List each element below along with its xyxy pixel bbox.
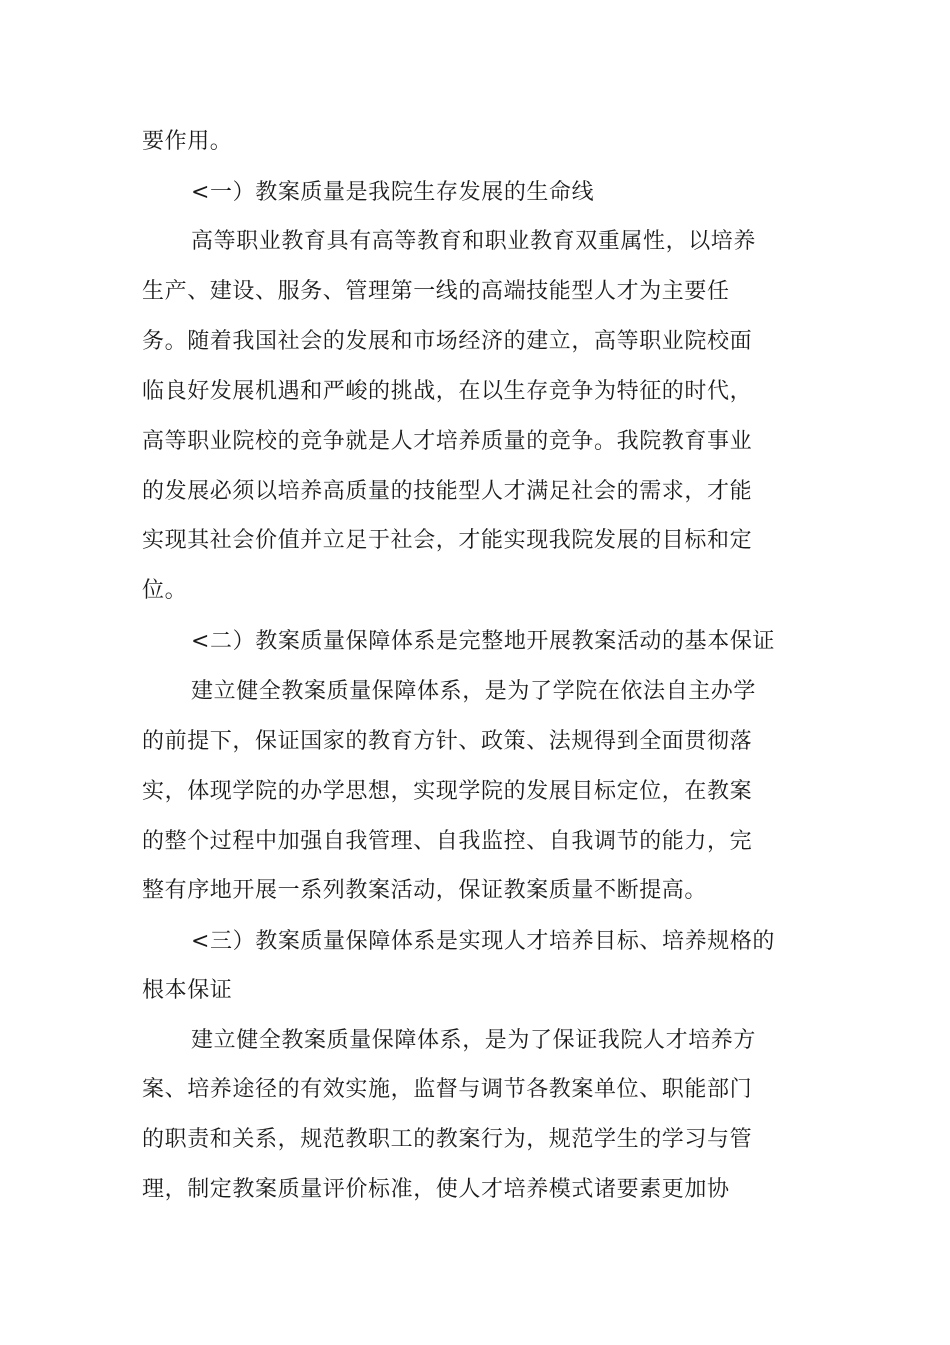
text-line: 的职责和关系，规范教职工的教案行为，规范学生的学习与管 [142, 1127, 753, 1152]
text-line: 整有序地开展一系列教案活动，保证教案质量不断提高。 [142, 878, 708, 903]
text-line: 案、培养途径的有效实施，监督与调节各教案单位、职能部门 [142, 1077, 753, 1102]
text-line: 的发展必须以培养高质量的技能型人才满足社会的需求，才能 [142, 479, 753, 504]
text-line: 生产、建设、服务、管理第一线的高端技能型人才为主要任 [142, 279, 730, 304]
text-line: 高等职业院校的竞争就是人才培养质量的竞争。我院教育事业 [142, 429, 753, 454]
text-line: 要作用。 [142, 129, 233, 154]
section-heading: <一）教案质量是我院生存发展的生命线 [191, 180, 595, 205]
section-heading: <二）教案质量保障体系是完整地开展教案活动的基本保证 [191, 629, 776, 654]
section-heading: <三）教案质量保障体系是实现人才培养目标、培养规格的 [191, 929, 776, 954]
paragraph-first-line: 高等职业教育具有高等教育和职业教育双重属性，以培养 [191, 229, 757, 254]
section-heading-continuation: 根本保证 [142, 978, 233, 1003]
text-line: 实，体现学院的办学思想，实现学院的发展目标定位，在教案 [142, 779, 753, 804]
text-line: 务。随着我国社会的发展和市场经济的建立，高等职业院校面 [142, 329, 753, 354]
text-line: 实现其社会价值并立足于社会，才能实现我院发展的目标和定 [142, 528, 753, 553]
text-line: 的前提下，保证国家的教育方针、政策、法规得到全面贯彻落 [142, 729, 753, 754]
paragraph-first-line: 建立健全教案质量保障体系，是为了保证我院人才培养方 [191, 1028, 757, 1053]
text-line: 临良好发展机遇和严峻的挑战，在以生存竞争为特征的时代， [142, 379, 753, 404]
text-line: 位。 [142, 578, 188, 603]
text-line: 的整个过程中加强自我管理、自我监控、自我调节的能力，完 [142, 829, 753, 854]
text-line: 理，制定教案质量评价标准，使人才培养模式诸要素更加协 [142, 1177, 730, 1202]
paragraph-first-line: 建立健全教案质量保障体系，是为了学院在依法自主办学 [191, 679, 757, 704]
